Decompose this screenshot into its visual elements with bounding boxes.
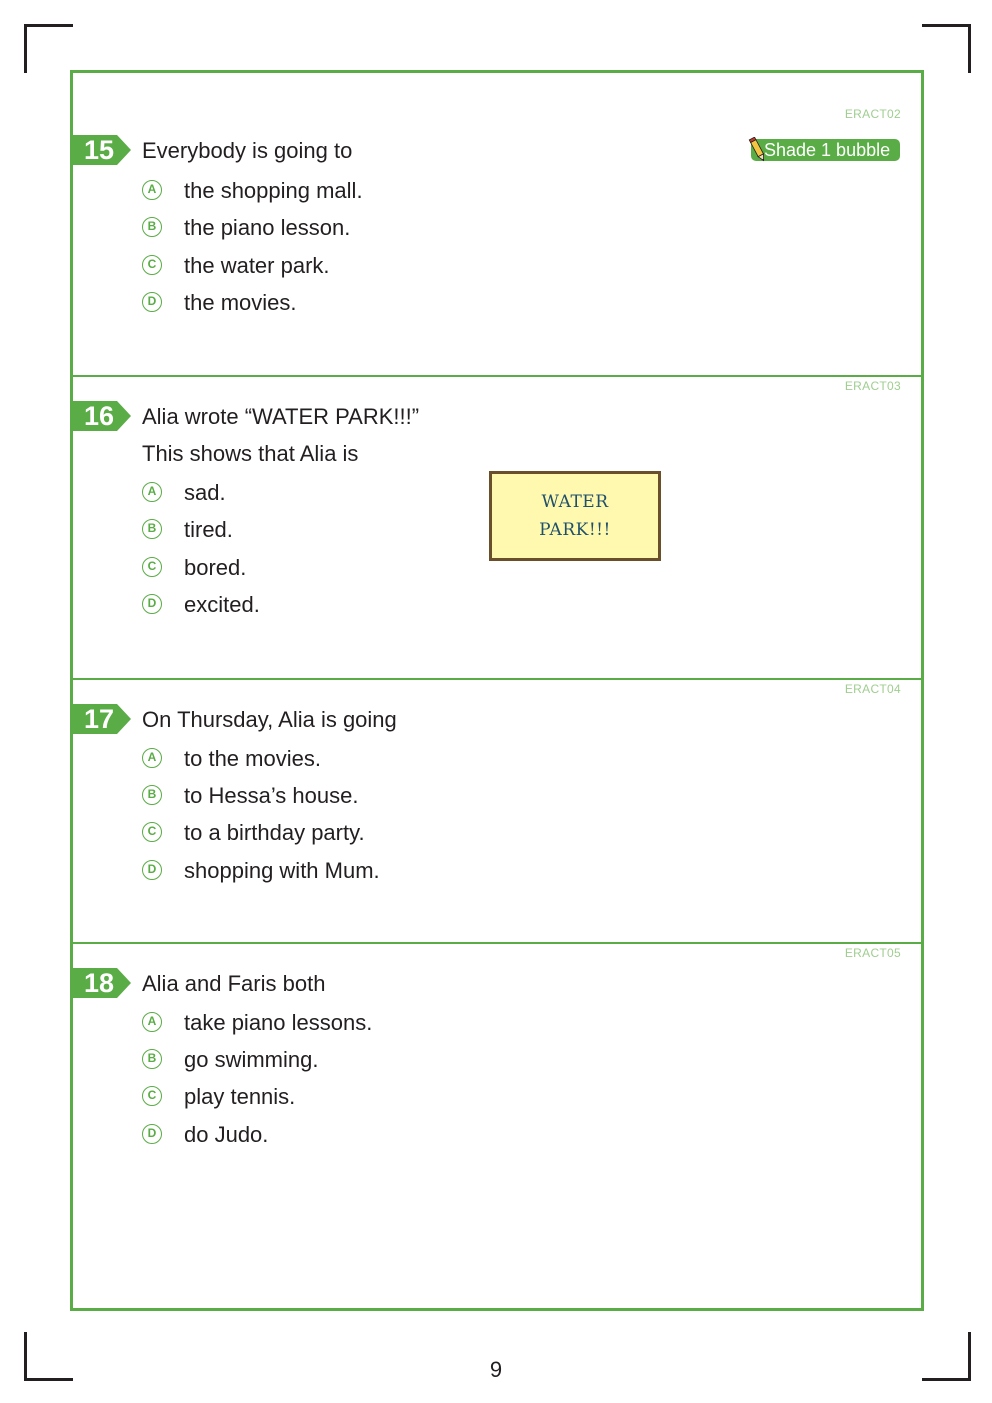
shade-bubble-label: Shade 1 bubble: [764, 140, 891, 160]
question-number-badge: 15: [73, 135, 131, 165]
answer-bubble-a[interactable]: A: [142, 748, 162, 768]
option-text: take piano lessons.: [184, 1010, 373, 1035]
answer-bubble-c[interactable]: C: [142, 557, 162, 577]
question-code: ERACT05: [844, 946, 901, 960]
question-code: ERACT03: [844, 379, 901, 393]
question-number-badge: 16: [73, 401, 131, 431]
question-code: ERACT02: [844, 107, 901, 121]
question-number-badge: 17: [73, 704, 131, 734]
note-line-1: WATER: [541, 492, 609, 512]
option-text: sad.: [184, 480, 226, 505]
option-text: to Hessa’s house.: [184, 783, 359, 808]
option-text: the water park.: [184, 253, 330, 278]
crop-mark-top-right: [922, 24, 971, 73]
question-number-badge: 18: [73, 968, 131, 998]
note-line-2: PARK!!!: [539, 520, 611, 540]
question-18: [73, 942, 921, 1310]
option-text: play tennis.: [184, 1084, 296, 1109]
option-text: tired.: [184, 517, 233, 542]
shade-bubble-badge: [748, 137, 900, 163]
question-15: [73, 73, 921, 375]
answer-bubble-c[interactable]: C: [142, 822, 162, 842]
answer-bubble-d[interactable]: D: [142, 594, 162, 614]
option-text: the movies.: [184, 290, 297, 315]
option-text: to a birthday party.: [184, 820, 365, 845]
answer-bubble-c[interactable]: C: [142, 1086, 162, 1106]
answer-bubble-b[interactable]: B: [142, 217, 162, 237]
answer-bubble-a[interactable]: A: [142, 482, 162, 502]
answer-bubble-b[interactable]: B: [142, 519, 162, 539]
question-stem: Alia and Faris both: [142, 971, 326, 996]
answer-bubble-b[interactable]: B: [142, 785, 162, 805]
answer-bubble-d[interactable]: D: [142, 1124, 162, 1144]
answer-bubble-d[interactable]: D: [142, 860, 162, 880]
option-text: to the movies.: [184, 746, 321, 771]
question-stem-line-1: Alia wrote “WATER PARK!!!”: [142, 404, 420, 429]
option-text: excited.: [184, 592, 260, 617]
answer-bubble-d[interactable]: D: [142, 292, 162, 312]
water-park-note: [489, 471, 661, 561]
option-text: go swimming.: [184, 1047, 319, 1072]
question-frame: [70, 70, 924, 1311]
question-stem: On Thursday, Alia is going: [142, 707, 397, 732]
answer-bubble-c[interactable]: C: [142, 255, 162, 275]
question-16: [73, 375, 921, 679]
question-stem-line-2: This shows that Alia is: [142, 441, 359, 466]
question-stem: Everybody is going to: [142, 138, 353, 163]
page-number: 9: [489, 1357, 503, 1382]
crop-mark-top-left: [24, 24, 73, 73]
option-text: the shopping mall.: [184, 178, 363, 203]
answer-bubble-a[interactable]: A: [142, 180, 162, 200]
answer-bubble-b[interactable]: B: [142, 1049, 162, 1069]
option-text: bored.: [184, 555, 247, 580]
question-17: [73, 678, 921, 944]
question-code: ERACT04: [844, 682, 901, 696]
option-text: the piano lesson.: [184, 215, 351, 240]
answer-bubble-a[interactable]: A: [142, 1012, 162, 1032]
option-text: shopping with Mum.: [184, 858, 380, 883]
option-text: do Judo.: [184, 1122, 269, 1147]
